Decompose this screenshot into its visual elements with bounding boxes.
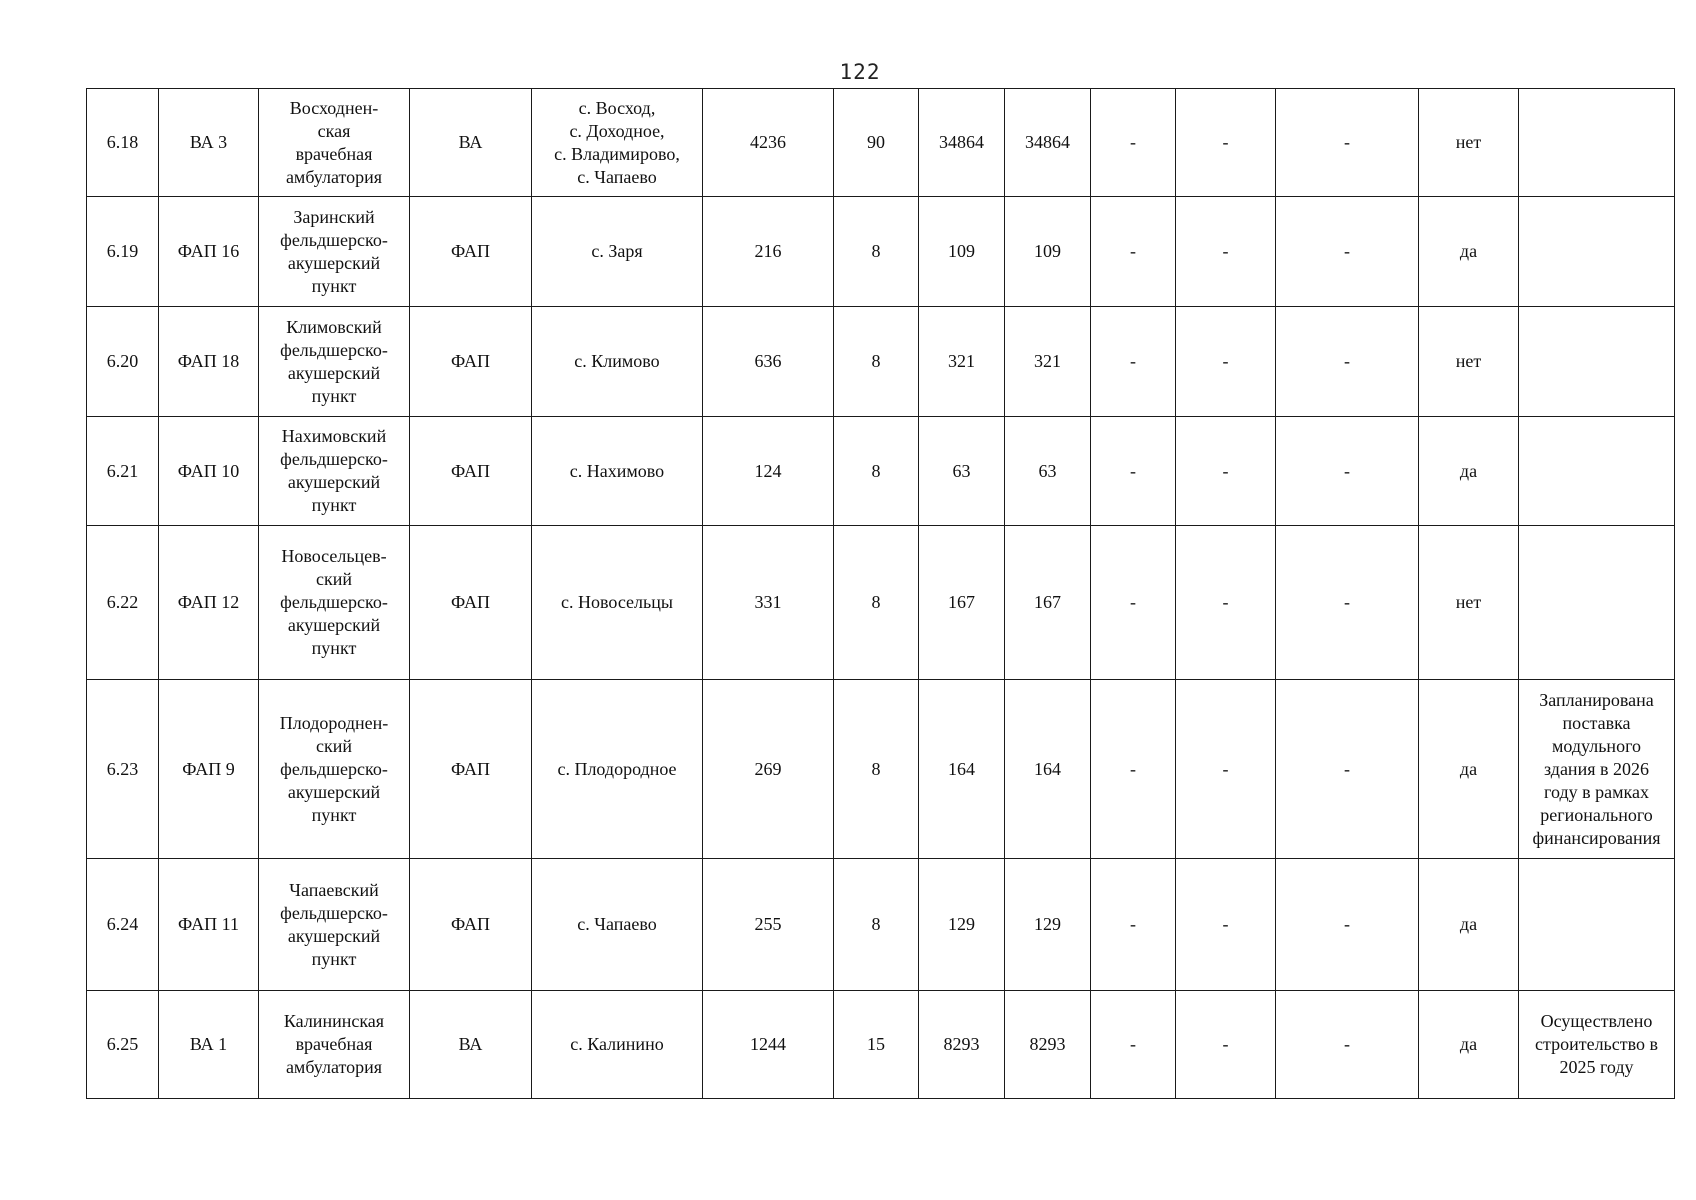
value-2-cell: 8293	[1005, 991, 1091, 1099]
dash-2-cell: -	[1176, 859, 1276, 991]
radius-cell: 8	[834, 680, 919, 859]
row-number-cell: 6.23	[87, 680, 159, 859]
dash-1-cell: -	[1091, 680, 1176, 859]
value-1-cell: 167	[919, 526, 1005, 680]
note-cell: Осуществлено строительство в 2025 году	[1519, 991, 1675, 1099]
facilities-table	[86, 88, 1675, 1099]
value-1-cell: 129	[919, 859, 1005, 991]
dash-3-cell: -	[1276, 417, 1419, 526]
table-row	[87, 417, 1675, 526]
value-1-cell: 321	[919, 307, 1005, 417]
table-row	[87, 680, 1675, 859]
population-cell: 4236	[703, 89, 834, 197]
value-1-cell: 63	[919, 417, 1005, 526]
dash-3-cell: -	[1276, 307, 1419, 417]
dash-2-cell: -	[1176, 307, 1276, 417]
table-row	[87, 89, 1675, 197]
facility-code-cell: ФАП 18	[159, 307, 259, 417]
dash-3-cell: -	[1276, 197, 1419, 307]
settlements-cell: с. Восход, с. Доходное, с. Владимирово, с. Чапаево	[532, 89, 703, 197]
row-number-cell: 6.18	[87, 89, 159, 197]
facility-type-cell: ФАП	[410, 859, 532, 991]
facility-type-cell: ВА	[410, 89, 532, 197]
facility-code-cell: ФАП 11	[159, 859, 259, 991]
value-2-cell: 109	[1005, 197, 1091, 307]
facility-type-cell: ФАП	[410, 417, 532, 526]
dash-3-cell: -	[1276, 89, 1419, 197]
settlements-cell: с. Калинино	[532, 991, 703, 1099]
facility-name-cell: Восходнен- ская врачебная амбулатория	[259, 89, 410, 197]
dash-1-cell: -	[1091, 89, 1176, 197]
facility-code-cell: ФАП 12	[159, 526, 259, 680]
facility-name-cell: Калининская врачебная амбулатория	[259, 991, 410, 1099]
note-cell	[1519, 859, 1675, 991]
value-2-cell: 164	[1005, 680, 1091, 859]
row-number-cell: 6.19	[87, 197, 159, 307]
row-number-cell: 6.21	[87, 417, 159, 526]
population-cell: 269	[703, 680, 834, 859]
value-1-cell: 164	[919, 680, 1005, 859]
radius-cell: 8	[834, 197, 919, 307]
note-cell	[1519, 89, 1675, 197]
facility-name-cell: Нахимовский фельдшерско- акушерский пункт	[259, 417, 410, 526]
value-1-cell: 109	[919, 197, 1005, 307]
dash-3-cell: -	[1276, 526, 1419, 680]
dash-2-cell: -	[1176, 197, 1276, 307]
row-number-cell: 6.25	[87, 991, 159, 1099]
value-2-cell: 34864	[1005, 89, 1091, 197]
flag-cell: нет	[1419, 526, 1519, 680]
value-2-cell: 321	[1005, 307, 1091, 417]
dash-1-cell: -	[1091, 197, 1176, 307]
settlements-cell: с. Чапаево	[532, 859, 703, 991]
settlements-cell: с. Плодородное	[532, 680, 703, 859]
facility-name-cell: Чапаевский фельдшерско- акушерский пункт	[259, 859, 410, 991]
table-body	[87, 89, 1675, 1099]
dash-1-cell: -	[1091, 991, 1176, 1099]
settlements-cell: с. Нахимово	[532, 417, 703, 526]
facility-name-cell: Климовский фельдшерско- акушерский пункт	[259, 307, 410, 417]
settlements-cell: с. Климово	[532, 307, 703, 417]
table-row	[87, 526, 1675, 680]
flag-cell: да	[1419, 680, 1519, 859]
radius-cell: 8	[834, 859, 919, 991]
population-cell: 636	[703, 307, 834, 417]
value-2-cell: 129	[1005, 859, 1091, 991]
population-cell: 124	[703, 417, 834, 526]
dash-2-cell: -	[1176, 417, 1276, 526]
note-cell	[1519, 526, 1675, 680]
facility-type-cell: ВА	[410, 991, 532, 1099]
row-number-cell: 6.20	[87, 307, 159, 417]
facility-type-cell: ФАП	[410, 526, 532, 680]
facility-type-cell: ФАП	[410, 307, 532, 417]
table-row	[87, 197, 1675, 307]
facility-code-cell: ФАП 16	[159, 197, 259, 307]
radius-cell: 8	[834, 307, 919, 417]
flag-cell: да	[1419, 197, 1519, 307]
population-cell: 255	[703, 859, 834, 991]
dash-3-cell: -	[1276, 859, 1419, 991]
population-cell: 331	[703, 526, 834, 680]
facility-name-cell: Новосельцев- ский фельдшерско- акушерский пункт	[259, 526, 410, 680]
table-row	[87, 859, 1675, 991]
table-row	[87, 991, 1675, 1099]
dash-1-cell: -	[1091, 859, 1176, 991]
settlements-cell: с. Заря	[532, 197, 703, 307]
dash-2-cell: -	[1176, 89, 1276, 197]
flag-cell: нет	[1419, 307, 1519, 417]
facility-code-cell: ВА 3	[159, 89, 259, 197]
facility-code-cell: ФАП 10	[159, 417, 259, 526]
dash-3-cell: -	[1276, 991, 1419, 1099]
dash-2-cell: -	[1176, 526, 1276, 680]
table-row	[87, 307, 1675, 417]
facility-name-cell: Заринский фельдшерско- акушерский пункт	[259, 197, 410, 307]
radius-cell: 90	[834, 89, 919, 197]
settlements-cell: с. Новосельцы	[532, 526, 703, 680]
flag-cell: да	[1419, 991, 1519, 1099]
radius-cell: 15	[834, 991, 919, 1099]
note-cell	[1519, 307, 1675, 417]
facility-type-cell: ФАП	[410, 680, 532, 859]
population-cell: 1244	[703, 991, 834, 1099]
value-2-cell: 167	[1005, 526, 1091, 680]
facility-code-cell: ФАП 9	[159, 680, 259, 859]
facility-code-cell: ВА 1	[159, 991, 259, 1099]
value-2-cell: 63	[1005, 417, 1091, 526]
dash-1-cell: -	[1091, 526, 1176, 680]
facility-name-cell: Плодороднен- ский фельдшерско- акушерский пункт	[259, 680, 410, 859]
radius-cell: 8	[834, 417, 919, 526]
dash-1-cell: -	[1091, 417, 1176, 526]
dash-1-cell: -	[1091, 307, 1176, 417]
flag-cell: да	[1419, 859, 1519, 991]
value-1-cell: 34864	[919, 89, 1005, 197]
row-number-cell: 6.24	[87, 859, 159, 991]
dash-2-cell: -	[1176, 991, 1276, 1099]
population-cell: 216	[703, 197, 834, 307]
page-number: 122	[839, 60, 881, 84]
row-number-cell: 6.22	[87, 526, 159, 680]
note-cell: Запланирована поставка модульного здания в 2026 году в рамках регионального финансирования	[1519, 680, 1675, 859]
flag-cell: да	[1419, 417, 1519, 526]
dash-2-cell: -	[1176, 680, 1276, 859]
dash-3-cell: -	[1276, 680, 1419, 859]
note-cell	[1519, 417, 1675, 526]
note-cell	[1519, 197, 1675, 307]
flag-cell: нет	[1419, 89, 1519, 197]
facility-type-cell: ФАП	[410, 197, 532, 307]
radius-cell: 8	[834, 526, 919, 680]
value-1-cell: 8293	[919, 991, 1005, 1099]
